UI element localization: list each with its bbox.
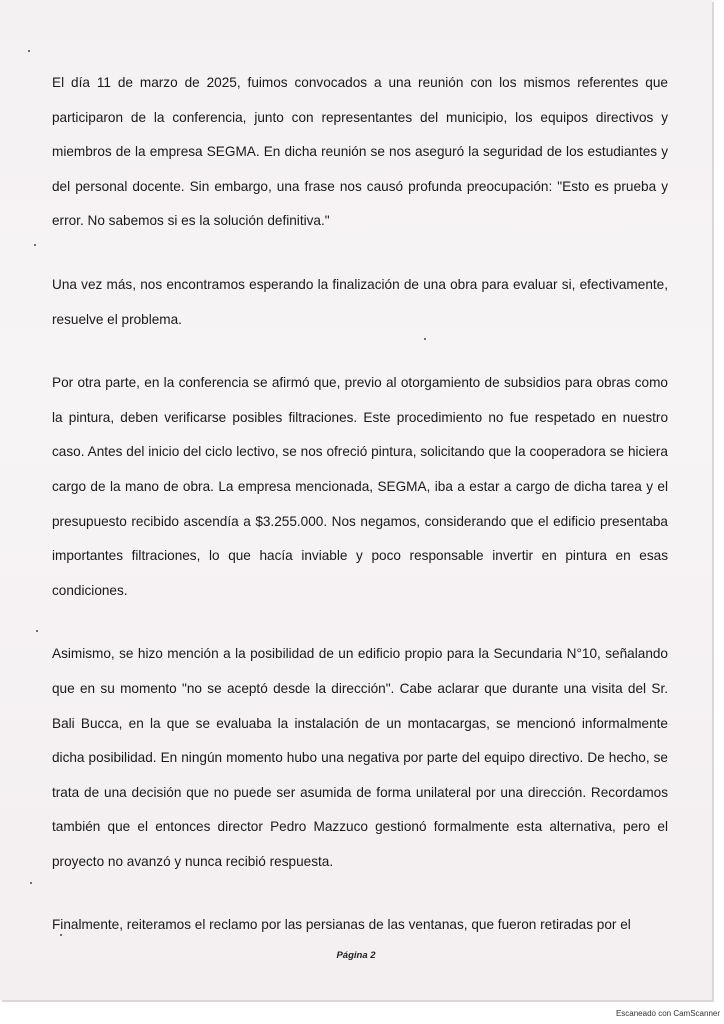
paragraph-waiting: Una vez más, nos encontramos esperando la finalización de una obra para evaluar si, efectivamente, resuelve el problema. bbox=[52, 276, 668, 327]
scanner-watermark: Escaneado con CamScanner bbox=[615, 1009, 720, 1018]
paragraph-meeting: El día 11 de marzo de 2025, fuimos convocados a una reunión con los mismos referentes que participaron de la conferencia, junto con representantes del municipio, los equipos directivos y miembros de la empresa SEGMA. En dicha reunión se nos aseguró la seguridad de los estudiantes y del personal docente. Sin embargo, una frase nos causó profunda preocupación: "Esto es prueba y error. No sabemos si es la solución definitiva." bbox=[52, 75, 668, 229]
scan-speck bbox=[28, 50, 30, 52]
document-body bbox=[52, 66, 668, 972]
scan-speck bbox=[424, 338, 426, 340]
paragraph-painting: Por otra parte, en la conferencia se afirmó que, previo al otorgamiento de subsidios para obras como la pintura, deben verificarse posibles filtraciones. Este procedimiento no fue respetado en nuestro caso. Antes del inicio del ciclo lectivo, se nos ofreció pintura, solicitando que la cooperadora se hiciera cargo de la mano de obra. La empresa mencionada, SEGMA, iba a estar a cargo de dicha tarea y el presupuesto recibido ascendía a $3.255.000. Nos negamos, considerando que el edificio presentaba importantes filtraciones, lo que hacía inviable y poco responsable invertir en pintura en esas condiciones. bbox=[52, 375, 668, 598]
scan-speck bbox=[60, 934, 62, 936]
scan-speck bbox=[30, 882, 32, 884]
page-number: Página 2 bbox=[336, 950, 376, 961]
scan-speck bbox=[36, 630, 38, 632]
paragraph-blinds: Finalmente, reiteramos el reclamo por las persianas de las ventanas, que fueron retiradas por el bbox=[52, 917, 631, 933]
scan-speck bbox=[34, 244, 36, 246]
paragraph-building: Asimismo, se hizo mención a la posibilidad de un edificio propio para la Secundaria N°10, señalando que en su momento "no se aceptó desde la dirección". Cabe aclarar que durante una visita del Sr. Bali Bucca, en la que se evaluaba la instalación de un montacargas, se mencionó informalmente dicha posibilidad. En ningún momento hubo una negativa por parte del equipo directivo. De hecho, se trata de una decisión que no puede ser asumida de forma unilateral por una dirección. Recordamos también que el entonces director Pedro Mazzuco gestionó formalmente esta alternativa, pero el proyecto no avanzó y nunca recibió respuesta. bbox=[52, 646, 668, 869]
